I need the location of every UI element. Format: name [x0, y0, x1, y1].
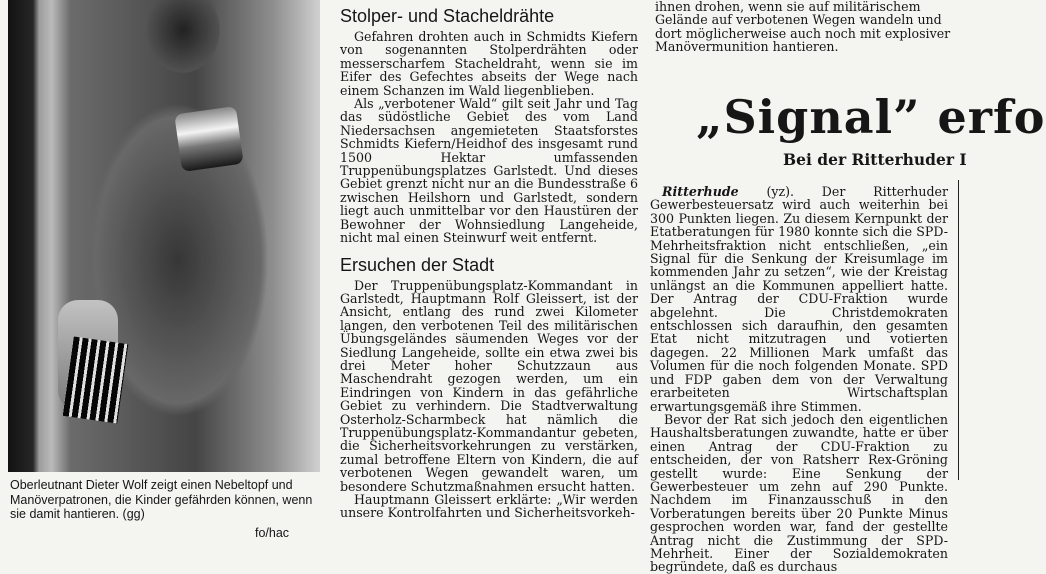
smoke-pot-image	[174, 106, 243, 172]
article-left-column	[340, 6, 638, 520]
paragraph: Hauptmann Gleissert erklärte: „Wir werden unsere Kontrolfahrten und Sicherheitsvorkeh-	[340, 492, 638, 521]
lead-text: (yz). Der Ritterhuder Gewerbesteuersatz wird auch weiterhin bei 300 Punkten liegen. Zu diesem Kernpunkt der Etatberatungen für 1980 konnte sich die SPD-Mehrheitsfraktion nicht entschließen, „ein Signal für die Senkung der Kreisumlage im kommenden Jahr zu setzen“, wie der Kreistag unlängst an die Kommunen appelliert hatte. Der Antrag der CDU-Fraktion wurde abgelehnt. Die Christdemokraten entschlossen sich daraufhin, den gesamten Etat nicht mitzutragen und votierten dagegen. 22 Millionen Mark umfaßt das Volumen für die noch folgenden Monate. SPD und FDP gaben dem von der Verwaltung erarbeiteten Wirtschaftsplan erwartungsgemäß ihre Stimmen.	[650, 184, 948, 414]
main-headline: „Signal” erfo	[696, 90, 1046, 144]
article-main-column	[650, 185, 948, 574]
section-heading-ersuchen: Ersuchen der Stadt	[340, 254, 495, 275]
lead-paragraph	[650, 185, 948, 413]
paragraph: Gefahren drohten auch in Schmidts Kiefern von sogenannten Stolperdrähten oder messerscharfem Stacheldraht, wenn sie im Eifer des Gefechtes abseits der Wege nach einem Schanzen im Wald liegenblieben.	[340, 29, 638, 98]
section-heading-stolperdraehte: Stolper- und Stacheldrähte	[340, 6, 555, 26]
paragraph: Bevor der Rat sich jedoch den eigentlichen Haushaltsberatungen zuwandte, hatte er über einen Antrag der CDU-Fraktion zu entscheiden, der von Ratsherr Rex-Gröning gestellt wurde: Eine Senkung der Gewerbesteuer um zehn auf 290 Punkte. Nachdem im Finanzausschuß in den Vorberatungen bereits über 20 Punkte Minus gesprochen worden war, fand der gestellte Antrag nicht die Zustimmung der SPD-Mehrheit. Einer der Sozialdemokraten begründete, daß es durchaus	[650, 411, 948, 574]
paragraph: Als „verbotener Wald“ gilt seit Jahr und Tag das südöstliche Gebiet des vom Land Niedersachsen angemieteten Staatsforstes Schmidts Kiefern/Heidhof des insgesamt rund 1500 Hektar umfassenden Truppenübungsplatzes Garlstedt. Und dieses Gebiet grenzt nicht nur an die Bundesstraße 6 zwischen Heilshorn und Garlstedt, sondern liegt auch unmittelbar vor den Haustüren der Bewohner der Wohnsiedlung Langeheide, nicht mal einen Steinwurf weit entfernt.	[340, 96, 638, 246]
paragraph: ihnen drohen, wenn sie auf militärischem Gelände auf verbotenen Wegen wandeln und dort möglicherweise auch noch mit explosiver Manövermunition hantieren.	[655, 0, 951, 55]
blank-cartridges-image	[63, 337, 129, 424]
dateline-location: Ritterhude	[662, 184, 739, 199]
photo-caption: Oberleutnant Dieter Wolf zeigt einen Nebeltopf und Manöverpatronen, die Kinder gefährden können, wenn sie damit hantieren. (gg)	[10, 478, 313, 521]
column-divider	[958, 180, 959, 480]
paragraph: Der Truppenübungsplatz-Kommandant in Garlstedt, Hauptmann Rolf Gleissert, ist der Ansicht, entlang des rund zwei Kilometer langen, den verbotenen Teil des militärischen Übungsgeländes säumenden Weges vor der Siedlung Langeheide, sollte ein etwa zwei bis drei Meter hoher Schutzzaun aus Maschendraht gezogen werden, um ein Eindringen von Kindern in das gefährliche Gebiet zu verhindern. Die Stadtverwaltung Osterholz-Scharmbeck hat nämlich die Truppenübungsplatz-Kommandantur gebeten, die Sicherheitsvorkehrungen zu verstärken, zumal betroffene Eltern von Kindern, die auf verbotenen Wegen gewandelt waren, um besondere Schutzmaßnahmen ersucht hatten.	[340, 277, 638, 494]
sub-headline: Bei der Ritterhuder I	[783, 150, 967, 169]
article-right-top	[655, 0, 955, 54]
news-photo	[8, 0, 320, 472]
photo-credit: fo/hac	[255, 526, 290, 540]
